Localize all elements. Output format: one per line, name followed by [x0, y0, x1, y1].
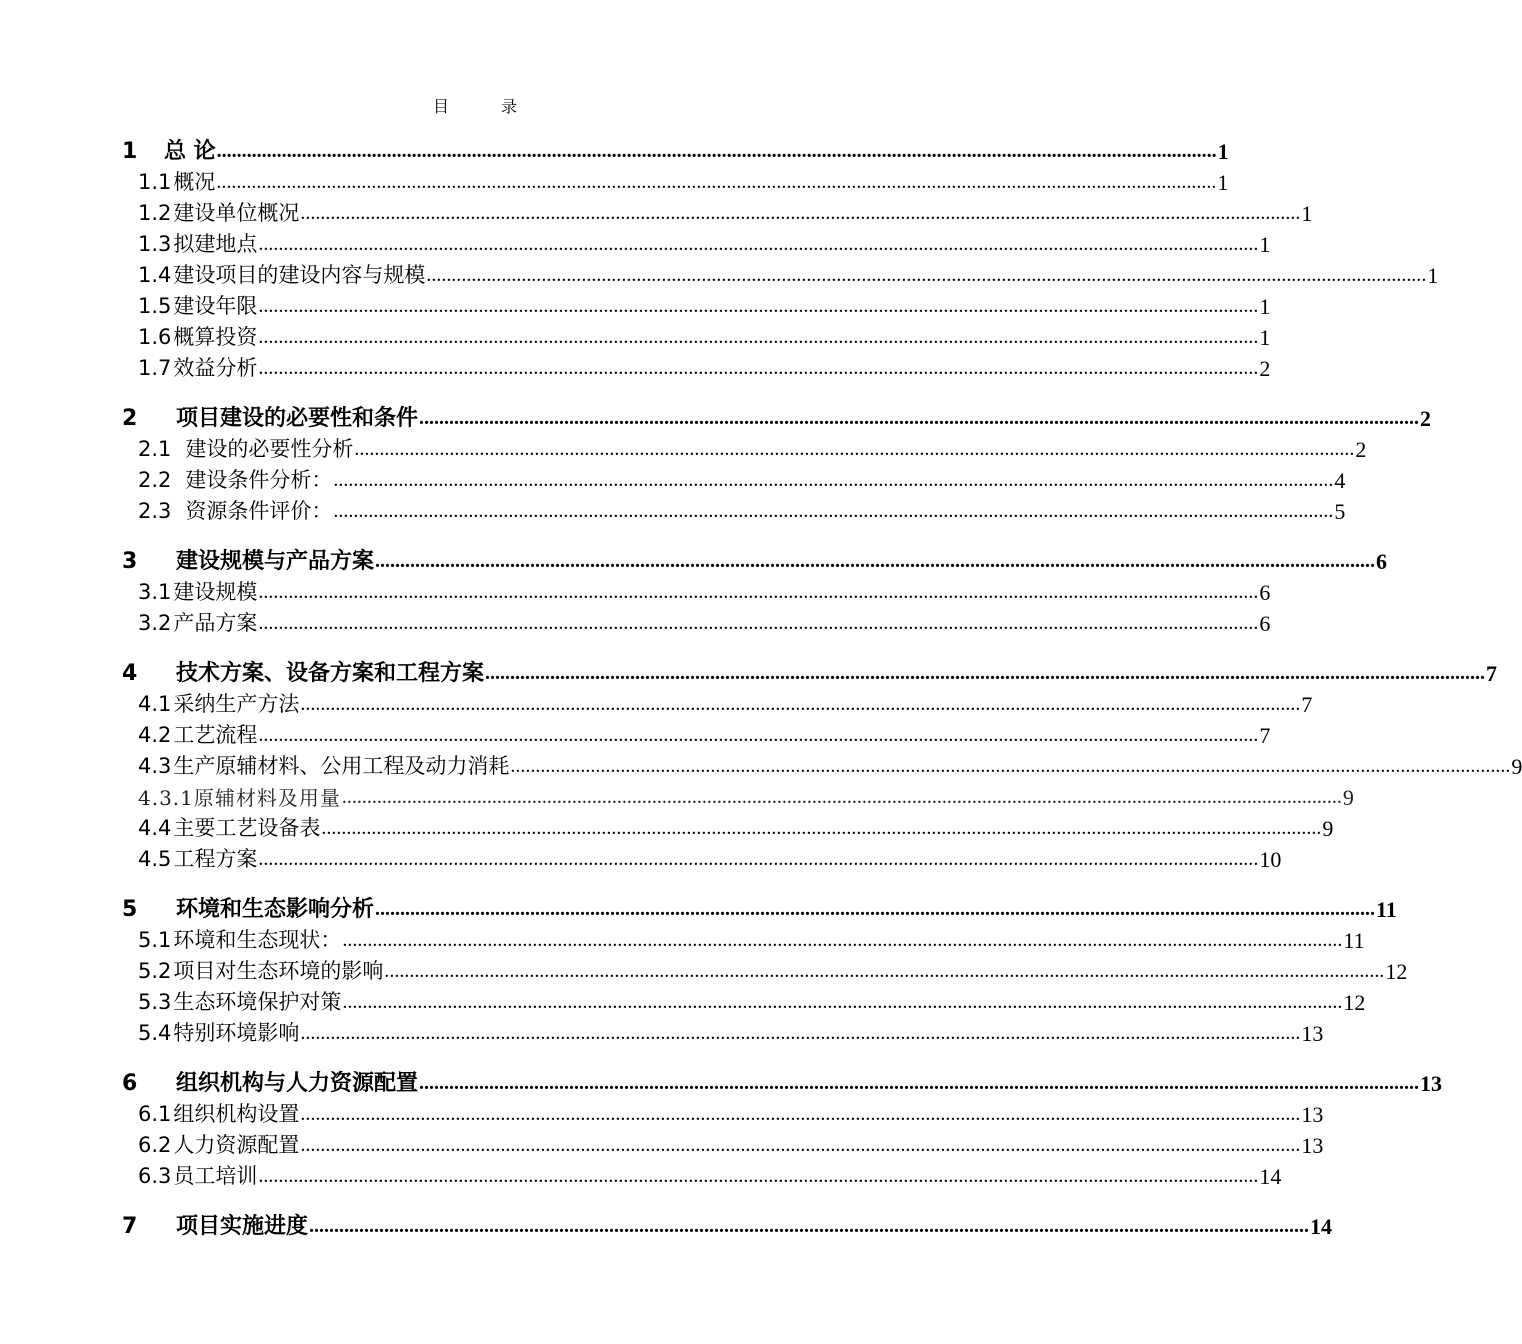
toc-dot-leader: ........................................................................................................................................................................................................ — [321, 817, 1322, 839]
toc-entry-label — [138, 688, 299, 718]
toc-page-number: 2 — [1259, 356, 1271, 381]
toc-chapter-entry[interactable] — [120, 1056, 1443, 1097]
toc-entry-text: 效益分析 — [173, 356, 258, 380]
toc-entry-text: 项目建设的必要性和条件 — [176, 406, 419, 431]
toc-entry-label — [138, 495, 332, 525]
toc-entry-text: 项目实施进度 — [176, 1214, 309, 1239]
toc-entry-number: 4.3.1 — [138, 786, 194, 810]
toc-entry-label — [138, 1129, 299, 1159]
toc-entry-number: 2.3 — [138, 499, 172, 523]
toc-entry-label — [138, 166, 215, 196]
toc-page-number: 13 — [1301, 1021, 1324, 1046]
toc-entry-text: 采纳生产方法 — [173, 692, 300, 716]
toc-section-entry[interactable] — [120, 1159, 1282, 1190]
toc-page-number: 9 — [1511, 754, 1522, 779]
toc-chapter-entry[interactable] — [120, 391, 1432, 432]
toc-dot-leader: ........................................................................................................................................................................................................ — [419, 1072, 1420, 1094]
toc-dot-leader: ........................................................................................................................................................................................................ — [258, 326, 1259, 348]
toc-entry-number: 6.3 — [138, 1164, 172, 1188]
toc-entry-text: 概况 — [173, 170, 216, 194]
toc-dot-leader: ........................................................................................................................................................................................................ — [300, 693, 1301, 715]
toc-dot-leader: ........................................................................................................................................................................................................ — [375, 898, 1376, 920]
toc-dot-leader: ........................................................................................................................................................................................................ — [300, 202, 1301, 224]
toc-section-entry[interactable] — [120, 227, 1271, 258]
toc-page-number: 4 — [1334, 468, 1346, 493]
toc-dot-leader: ........................................................................................................................................................................................................ — [258, 848, 1259, 870]
toc-dot-leader: ........................................................................................................................................................................................................ — [419, 407, 1420, 429]
toc-entry-number: 2.1 — [138, 437, 172, 461]
toc-dot-leader: ........................................................................................................................................................................................................ — [258, 295, 1259, 317]
toc-dot-leader: ........................................................................................................................................................................................................ — [216, 171, 1217, 193]
toc-entry-number: 6.1 — [138, 1102, 172, 1126]
toc-entry-text: 建设条件分析： — [185, 468, 333, 492]
toc-entry-number: 4.4 — [138, 816, 172, 840]
toc-entry-text: 组织机构与人力资源配置 — [176, 1071, 419, 1096]
toc-title: 目 录 — [432, 97, 535, 116]
toc-dot-leader: ........................................................................................................................................................................................................ — [258, 724, 1259, 746]
toc-list — [120, 124, 1522, 1240]
toc-dot-leader: ........................................................................................................................................................................................................ — [426, 264, 1427, 286]
toc-section-entry[interactable] — [120, 463, 1346, 494]
toc-entry-number: 2.2 — [138, 468, 172, 492]
toc-page-number: 11 — [1376, 897, 1397, 922]
toc-entry-number: 1.4 — [138, 263, 172, 287]
toc-page-number: 12 — [1385, 959, 1408, 984]
toc-page-number: 1 — [1259, 325, 1271, 350]
toc-section-entry[interactable] — [120, 842, 1282, 873]
toc-section-entry[interactable] — [120, 1016, 1324, 1047]
toc-dot-leader: ........................................................................................................................................................................................................ — [258, 357, 1259, 379]
toc-entry-label — [138, 924, 341, 954]
toc-entry-label — [138, 750, 509, 780]
toc-entry-label — [138, 782, 341, 811]
toc-page-number: 2 — [1420, 406, 1432, 431]
toc-entry-label — [138, 955, 383, 985]
toc-page-number: 7 — [1301, 692, 1313, 717]
toc-entry-number: 6 — [122, 1071, 138, 1096]
toc-dot-leader: ........................................................................................................................................................................................................ — [384, 960, 1385, 982]
toc-page-number: 1 — [1217, 139, 1229, 164]
toc-page-number: 1 — [1217, 170, 1229, 195]
toc-chapter-entry[interactable] — [120, 534, 1388, 575]
toc-entry-text: 建设规模 — [173, 580, 258, 604]
toc-entry-text: 原辅材料及用量 — [193, 786, 341, 810]
toc-entry-number: 3.1 — [138, 580, 172, 604]
toc-entry-label — [138, 228, 257, 258]
toc-entry-number: 3.2 — [138, 611, 172, 635]
toc-entry-label — [138, 259, 425, 289]
toc-section-entry[interactable] — [120, 258, 1439, 289]
toc-dot-leader: ........................................................................................................................................................................................................ — [341, 786, 1342, 808]
toc-dot-leader: ........................................................................................................................................................................................................ — [258, 1165, 1259, 1187]
toc-section-entry[interactable] — [120, 1097, 1324, 1128]
toc-entry-label — [120, 1209, 308, 1240]
toc-chapter-entry[interactable] — [120, 124, 1229, 165]
toc-section-entry[interactable] — [120, 320, 1271, 351]
toc-entry-number: 4.2 — [138, 723, 172, 747]
toc-entry-text: 拟建地点 — [173, 232, 258, 256]
toc-entry-label — [138, 290, 257, 320]
toc-entry-number: 1.7 — [138, 356, 172, 380]
toc-section-entry[interactable] — [120, 687, 1313, 718]
toc-section-entry[interactable] — [120, 718, 1271, 749]
toc-entry-label — [138, 433, 353, 463]
toc-section-entry[interactable] — [120, 196, 1313, 227]
toc-page-number: 6 — [1376, 549, 1388, 574]
toc-entry-text: 生态环境保护对策 — [173, 990, 342, 1014]
toc-section-entry[interactable] — [120, 289, 1271, 320]
toc-entry-label — [120, 401, 418, 432]
toc-entry-text: 建设单位概况 — [173, 201, 300, 225]
toc-entry-number: 4.5 — [138, 847, 172, 871]
toc-section-entry[interactable] — [120, 749, 1522, 780]
toc-page-number: 12 — [1343, 990, 1366, 1015]
toc-entry-number: 1.1 — [138, 170, 172, 194]
toc-entry-number: 1.5 — [138, 294, 172, 318]
toc-entry-text: 建设的必要性分析 — [185, 437, 354, 461]
toc-entry-label — [138, 1098, 299, 1128]
toc-entry-label — [138, 352, 257, 382]
toc-entry-text: 项目对生态环境的影响 — [173, 959, 384, 983]
toc-dot-leader: ........................................................................................................................................................................................................ — [300, 1103, 1301, 1125]
toc-entry-number: 7 — [122, 1214, 138, 1239]
toc-chapter-entry[interactable] — [120, 882, 1397, 923]
toc-page-number: 11 — [1343, 928, 1365, 953]
toc-chapter-entry[interactable] — [120, 646, 1498, 687]
toc-entry-label — [120, 892, 374, 923]
toc-entry-text: 环境和生态现状： — [173, 928, 342, 952]
toc-entry-number: 5.2 — [138, 959, 172, 983]
toc-entry-label — [138, 812, 320, 842]
toc-dot-leader: ........................................................................................................................................................................................................ — [354, 438, 1355, 460]
toc-dot-leader: ........................................................................................................................................................................................................ — [309, 1215, 1310, 1237]
toc-entry-label — [120, 656, 484, 687]
toc-entry-number: 4 — [122, 661, 138, 686]
toc-entry-label — [138, 986, 341, 1016]
toc-dot-leader: ........................................................................................................................................................................................................ — [300, 1022, 1301, 1044]
toc-entry-text: 生产原辅材料、公用工程及动力消耗 — [173, 754, 510, 778]
toc-dot-leader: ........................................................................................................................................................................................................ — [510, 755, 1511, 777]
toc-entry-text: 环境和生态影响分析 — [176, 897, 375, 922]
toc-entry-label — [120, 544, 374, 575]
toc-entry-text: 主要工艺设备表 — [173, 816, 321, 840]
toc-entry-text: 工程方案 — [173, 847, 258, 871]
toc-page-number: 13 — [1420, 1071, 1443, 1096]
toc-dot-leader: ........................................................................................................................................................................................................ — [258, 581, 1259, 603]
toc-entry-number: 4.1 — [138, 692, 172, 716]
toc-section-entry[interactable] — [120, 780, 1354, 811]
toc-dot-leader: ........................................................................................................................................................................................................ — [216, 140, 1217, 162]
toc-page-number: 7 — [1259, 723, 1271, 748]
toc-page-number: 13 — [1301, 1133, 1324, 1158]
toc-entry-number: 4.3 — [138, 754, 172, 778]
toc-entry-text: 产品方案 — [173, 611, 258, 635]
toc-entry-number: 1.3 — [138, 232, 172, 256]
toc-entry-number: 6.2 — [138, 1133, 172, 1157]
toc-section-entry[interactable] — [120, 606, 1271, 637]
toc-entry-label — [120, 134, 216, 165]
toc-entry-label — [138, 1017, 299, 1047]
toc-entry-label — [138, 607, 257, 637]
toc-entry-text: 组织机构设置 — [173, 1102, 300, 1126]
toc-chapter-entry[interactable] — [120, 1199, 1333, 1240]
toc-entry-label — [138, 719, 257, 749]
toc-page-number: 13 — [1301, 1102, 1324, 1127]
toc-dot-leader: ........................................................................................................................................................................................................ — [258, 233, 1259, 255]
toc-section-entry[interactable] — [120, 923, 1365, 954]
toc-entry-label — [138, 321, 257, 351]
toc-entry-text: 工艺流程 — [173, 723, 258, 747]
toc-entry-text: 人力资源配置 — [173, 1133, 300, 1157]
toc-entry-number: 1.6 — [138, 325, 172, 349]
toc-dot-leader: ........................................................................................................................................................................................................ — [375, 550, 1376, 572]
toc-page-number: 5 — [1334, 499, 1346, 524]
toc-entry-text: 建设年限 — [173, 294, 258, 318]
toc-section-entry[interactable] — [120, 575, 1271, 606]
toc-entry-number: 1 — [122, 139, 138, 164]
toc-entry-label — [138, 1160, 257, 1190]
toc-entry-number: 1.2 — [138, 201, 172, 225]
toc-page-number: 9 — [1322, 816, 1334, 841]
toc-entry-text: 资源条件评价： — [185, 499, 333, 523]
toc-entry-number: 2 — [122, 406, 138, 431]
toc-entry-number: 5.3 — [138, 990, 172, 1014]
toc-entry-text: 特别环境影响 — [173, 1021, 300, 1045]
toc-section-entry[interactable] — [120, 985, 1366, 1016]
toc-entry-text: 技术方案、设备方案和工程方案 — [176, 661, 485, 686]
toc-dot-leader: ........................................................................................................................................................................................................ — [333, 469, 1334, 491]
toc-section-entry[interactable] — [120, 165, 1229, 196]
toc-page-number: 14 — [1310, 1214, 1333, 1239]
toc-dot-leader: ........................................................................................................................................................................................................ — [485, 662, 1486, 684]
toc-section-entry[interactable] — [120, 432, 1367, 463]
toc-dot-leader: ........................................................................................................................................................................................................ — [258, 612, 1259, 634]
toc-dot-leader: ........................................................................................................................................................................................................ — [333, 500, 1334, 522]
toc-entry-number: 5.1 — [138, 928, 172, 952]
toc-page-number: 6 — [1259, 611, 1271, 636]
toc-page-number: 1 — [1427, 263, 1439, 288]
toc-page-number: 6 — [1259, 580, 1271, 605]
toc-page-number: 1 — [1259, 294, 1271, 319]
toc-entry-text: 总 论 — [164, 139, 216, 164]
toc-section-entry[interactable] — [120, 351, 1271, 382]
toc-dot-leader: ........................................................................................................................................................................................................ — [342, 929, 1343, 951]
toc-dot-leader: ........................................................................................................................................................................................................ — [342, 991, 1343, 1013]
toc-page-number: 14 — [1259, 1164, 1282, 1189]
toc-dot-leader: ........................................................................................................................................................................................................ — [300, 1134, 1301, 1156]
toc-page-number: 9 — [1342, 785, 1354, 810]
toc-entry-label — [138, 197, 299, 227]
toc-page-number: 1 — [1301, 201, 1313, 226]
toc-entry-text: 员工培训 — [173, 1164, 258, 1188]
toc-entry-label — [138, 843, 257, 873]
toc-entry-label — [138, 576, 257, 606]
toc-entry-number: 5 — [122, 897, 138, 922]
toc-section-entry[interactable] — [120, 1128, 1324, 1159]
toc-page-number: 10 — [1259, 847, 1282, 872]
toc-entry-text: 建设项目的建设内容与规模 — [173, 263, 426, 287]
toc-page-number: 7 — [1486, 661, 1498, 686]
toc-page-number: 2 — [1355, 437, 1367, 462]
toc-entry-text: 建设规模与产品方案 — [176, 549, 375, 574]
toc-entry-label — [120, 1066, 418, 1097]
toc-entry-text: 概算投资 — [173, 325, 258, 349]
toc-entry-number: 5.4 — [138, 1021, 172, 1045]
toc-page-number: 1 — [1259, 232, 1271, 257]
toc-section-entry[interactable] — [120, 494, 1346, 525]
toc-entry-number: 3 — [122, 549, 138, 574]
toc-section-entry[interactable] — [120, 811, 1334, 842]
toc-section-entry[interactable] — [120, 954, 1408, 985]
toc-entry-label — [138, 464, 332, 494]
